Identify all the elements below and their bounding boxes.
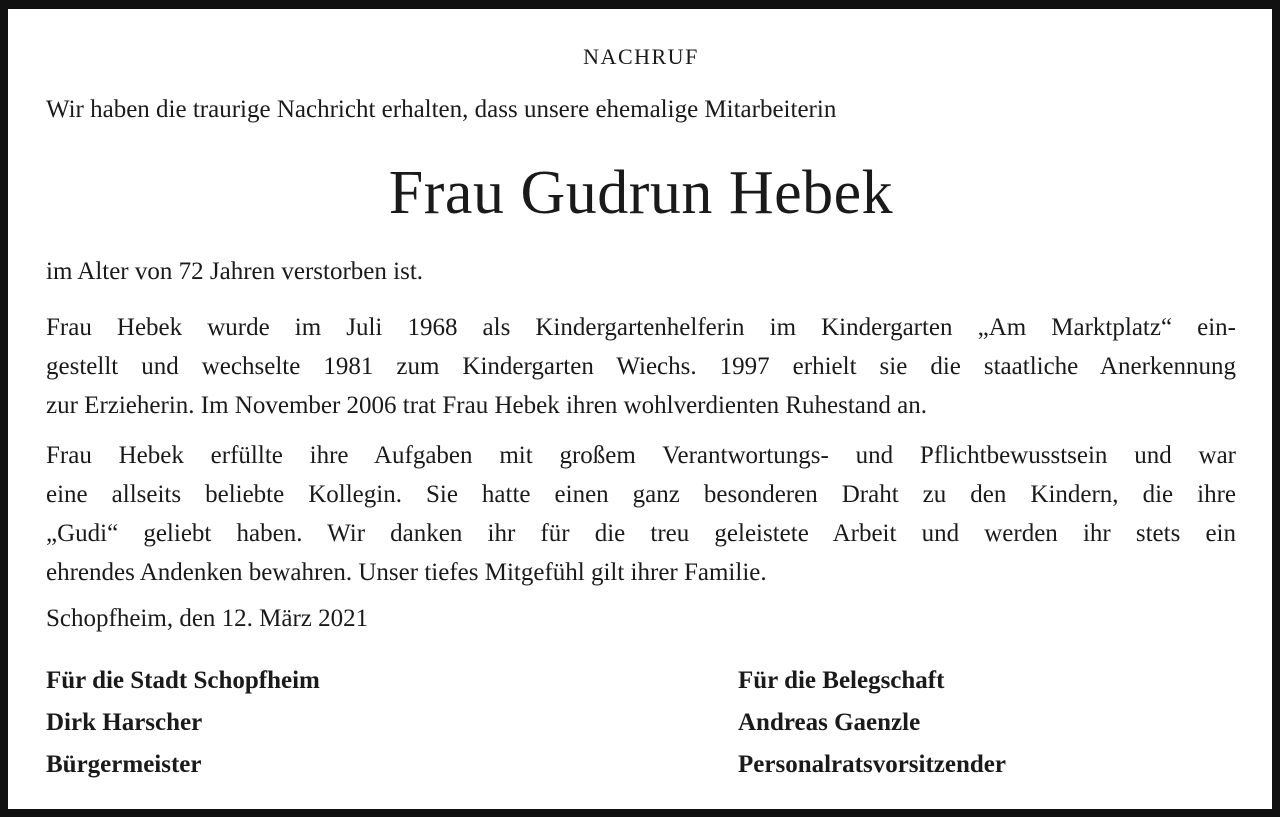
signature-org: Für die Belegschaft	[738, 667, 945, 694]
paragraph-line: Frau Hebek wurde im Juli 1968 als Kindergartenhelferin im Kindergarten „Am Marktplatz“ ein-	[46, 314, 1236, 341]
signature-role: Personalratsvorsitzender	[738, 751, 1006, 778]
signature-name: Dirk Harscher	[46, 709, 203, 736]
paragraph-line: ehrendes Andenken bewahren. Unser tiefes Mitgefühl gilt ihrer Familie.	[46, 559, 767, 586]
paragraph-line: Frau Hebek erfüllte ihre Aufgaben mit großem Verantwortungs- und Pflichtbewusstsein und war	[46, 442, 1236, 469]
age-line: im Alter von 72 Jahren verstorben ist.	[46, 258, 424, 285]
signature-city	[46, 660, 320, 786]
signature-org: Für die Stadt Schopfheim	[46, 667, 320, 694]
paragraph-line: „Gudi“ geliebt haben. Wir danken ihr für die treu geleistete Arbeit und werden ihr stets ein	[46, 520, 1236, 547]
paragraph-line: zur Erzieherin. Im November 2006 trat Frau Hebek ihren wohlverdienten Ruhestand an.	[46, 392, 927, 419]
career-paragraph	[46, 308, 1236, 425]
obituary-heading: NACHRUF	[583, 44, 699, 69]
signature-role: Bürgermeister	[46, 751, 202, 778]
tribute-paragraph	[46, 436, 1236, 592]
paragraph-line: gestellt und wechselte 1981 zum Kindergarten Wiechs. 1997 erhielt sie die staatliche Anerkennung	[46, 353, 1236, 380]
paragraph-line: eine allseits beliebte Kollegin. Sie hatte einen ganz besonderen Draht zu den Kindern, die ihre	[46, 481, 1236, 508]
signature-staff	[738, 660, 1006, 786]
place-date: Schopfheim, den 12. März 2021	[46, 605, 369, 632]
deceased-name: Frau Gudrun Hebek	[388, 159, 894, 227]
signature-name: Andreas Gaenzle	[738, 709, 921, 736]
intro-text: Wir haben die traurige Nachricht erhalten, dass unsere ehemalige Mitarbeiterin	[46, 96, 837, 123]
